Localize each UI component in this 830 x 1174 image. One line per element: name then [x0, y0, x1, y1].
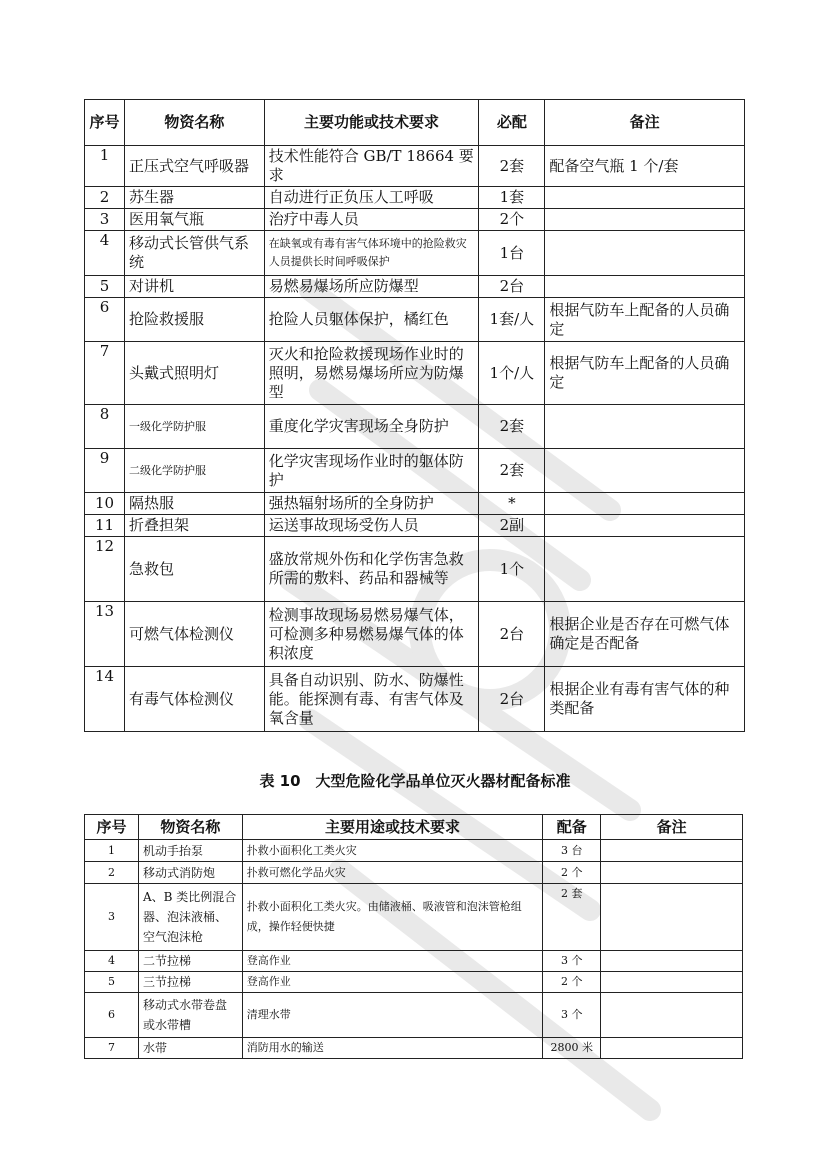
row-no: 7 [85, 1038, 139, 1059]
table-row [85, 537, 745, 602]
row-quantity: 3 个 [543, 993, 601, 1038]
table-row [85, 840, 743, 862]
row-requirement: 灭火和抢险救援现场作业时的照明，易燃易爆场所应为防爆型 [264, 342, 479, 405]
row-note [601, 1038, 743, 1059]
equipment-table [84, 99, 745, 732]
table-row [85, 862, 743, 884]
table-row [85, 231, 745, 276]
row-quantity: 1个 [479, 537, 545, 602]
row-quantity: 2 套 [543, 884, 601, 951]
row-requirement: 消防用水的输送 [242, 1038, 542, 1059]
row-note: 根据企业是否存在可燃气体确定是否配备 [545, 602, 745, 667]
header-name: 物资名称 [124, 100, 264, 146]
row-name: 正压式空气呼吸器 [124, 146, 264, 187]
table-header-row [85, 815, 743, 840]
table-row [85, 993, 743, 1038]
table-row [85, 298, 745, 342]
row-requirement: 强热辐射场所的全身防护 [264, 493, 479, 515]
table-row [85, 602, 745, 667]
table-row [85, 209, 745, 231]
row-note [601, 993, 743, 1038]
row-name: 隔热服 [124, 493, 264, 515]
row-name: 医用氧气瓶 [124, 209, 264, 231]
table-row [85, 187, 745, 209]
row-requirement: 抢险人员躯体保护，橘红色 [264, 298, 479, 342]
row-name: 二节拉梯 [138, 951, 242, 972]
row-requirement: 盛放常规外伤和化学伤害急救所需的敷料、药品和器械等 [264, 537, 479, 602]
row-no: 3 [85, 209, 125, 231]
row-no: 14 [85, 667, 125, 732]
row-quantity: 2个 [479, 209, 545, 231]
row-quantity: 2800 米 [543, 1038, 601, 1059]
table-caption: 表 10 大型危险化学品单位灭火器材配备标准 [259, 772, 571, 790]
row-name: 头戴式照明灯 [124, 342, 264, 405]
row-no: 11 [85, 515, 125, 537]
header-requirement: 主要功能或技术要求 [264, 100, 479, 146]
row-quantity: 2套 [479, 405, 545, 449]
row-note [545, 493, 745, 515]
row-name: 有毒气体检测仪 [124, 667, 264, 732]
row-quantity: 2台 [479, 276, 545, 298]
row-requirement: 扑救可燃化学品火灾 [242, 862, 542, 884]
row-note [545, 515, 745, 537]
table-header-row [85, 100, 745, 146]
row-quantity: 2副 [479, 515, 545, 537]
row-note [545, 276, 745, 298]
row-no: 5 [85, 972, 139, 993]
row-name: 一级化学防护服 [124, 405, 264, 449]
row-quantity: 1个/人 [479, 342, 545, 405]
row-name: 机动手抬泵 [138, 840, 242, 862]
table-row [85, 146, 745, 187]
row-no: 3 [85, 884, 139, 951]
row-quantity: 1套 [479, 187, 545, 209]
row-quantity: 2台 [479, 602, 545, 667]
row-no: 1 [85, 146, 125, 187]
table-row [85, 951, 743, 972]
row-no: 12 [85, 537, 125, 602]
row-note [545, 231, 745, 276]
row-name: 苏生器 [124, 187, 264, 209]
row-requirement: 具备自动识别、防水、防爆性能。能探测有毒、有害气体及氧含量 [264, 667, 479, 732]
header-name: 物资名称 [138, 815, 242, 840]
header-no: 序号 [85, 100, 125, 146]
row-no: 4 [85, 951, 139, 972]
row-requirement: 检测事故现场易燃易爆气体，可检测多种易燃易爆气体的体积浓度 [264, 602, 479, 667]
row-no: 6 [85, 993, 139, 1038]
row-note [601, 972, 743, 993]
row-no: 8 [85, 405, 125, 449]
row-quantity: 1台 [479, 231, 545, 276]
row-name: 可燃气体检测仪 [124, 602, 264, 667]
row-quantity: 1套/人 [479, 298, 545, 342]
row-name: 移动式消防炮 [138, 862, 242, 884]
row-note: 根据企业有毒有害气体的种类配备 [545, 667, 745, 732]
row-note: 根据气防车上配备的人员确定 [545, 298, 745, 342]
row-requirement: 清理水带 [242, 993, 542, 1038]
row-no: 1 [85, 840, 139, 862]
row-note [545, 187, 745, 209]
row-no: 4 [85, 231, 125, 276]
row-note [545, 449, 745, 493]
row-quantity: 3 台 [543, 840, 601, 862]
row-note [545, 405, 745, 449]
table-row [85, 972, 743, 993]
row-name: 急救包 [124, 537, 264, 602]
table-row [85, 276, 745, 298]
table-row [85, 449, 745, 493]
row-no: 2 [85, 862, 139, 884]
row-no: 10 [85, 493, 125, 515]
row-no: 6 [85, 298, 125, 342]
row-quantity: * [479, 493, 545, 515]
row-quantity: 2套 [479, 449, 545, 493]
row-requirement: 化学灾害现场作业时的躯体防护 [264, 449, 479, 493]
row-note [545, 209, 745, 231]
row-note [601, 840, 743, 862]
row-note: 根据气防车上配备的人员确定 [545, 342, 745, 405]
header-quantity: 必配 [479, 100, 545, 146]
row-requirement: 登高作业 [242, 972, 542, 993]
row-name: 二级化学防护服 [124, 449, 264, 493]
row-name: 对讲机 [124, 276, 264, 298]
header-requirement: 主要用途或技术要求 [242, 815, 542, 840]
row-no: 5 [85, 276, 125, 298]
table-row [85, 884, 743, 951]
row-requirement: 扑救小面积化工类火灾 [242, 840, 542, 862]
row-name: 抢险救援服 [124, 298, 264, 342]
row-quantity: 2 个 [543, 972, 601, 993]
table-row [85, 342, 745, 405]
row-no: 7 [85, 342, 125, 405]
header-no: 序号 [85, 815, 139, 840]
row-no: 13 [85, 602, 125, 667]
row-quantity: 3 个 [543, 951, 601, 972]
row-note [601, 862, 743, 884]
row-requirement: 治疗中毒人员 [264, 209, 479, 231]
table-row [85, 667, 745, 732]
row-requirement: 技术性能符合 GB/T 18664 要求 [264, 146, 479, 187]
row-requirement: 易燃易爆场所应防爆型 [264, 276, 479, 298]
row-requirement: 自动进行正负压人工呼吸 [264, 187, 479, 209]
row-quantity: 2台 [479, 667, 545, 732]
row-name: A、B 类比例混合器、泡沫液桶、空气泡沫枪 [138, 884, 242, 951]
row-no: 9 [85, 449, 125, 493]
row-requirement: 运送事故现场受伤人员 [264, 515, 479, 537]
row-requirement: 重度化学灾害现场全身防护 [264, 405, 479, 449]
row-name: 三节拉梯 [138, 972, 242, 993]
row-name: 水带 [138, 1038, 242, 1059]
row-quantity: 2套 [479, 146, 545, 187]
header-note: 备注 [601, 815, 743, 840]
row-no: 2 [85, 187, 125, 209]
table-row [85, 1038, 743, 1059]
row-name: 折叠担架 [124, 515, 264, 537]
table-row [85, 493, 745, 515]
row-name: 移动式水带卷盘或水带槽 [138, 993, 242, 1038]
header-note: 备注 [545, 100, 745, 146]
row-requirement: 在缺氧或有毒有害气体环境中的抢险救灾人员提供长时间呼吸保护 [264, 231, 479, 276]
row-quantity: 2 个 [543, 862, 601, 884]
table-row [85, 405, 745, 449]
row-requirement: 登高作业 [242, 951, 542, 972]
row-requirement: 扑救小面积化工类火灾。由储液桶、吸液管和泡沫管枪组成，操作轻便快捷 [242, 884, 542, 951]
row-note [601, 884, 743, 951]
row-note: 配备空气瓶 1 个/套 [545, 146, 745, 187]
table-row [85, 515, 745, 537]
row-note [545, 537, 745, 602]
row-note [601, 951, 743, 972]
header-quantity: 配备 [543, 815, 601, 840]
fire-equipment-table [84, 814, 743, 1059]
row-name: 移动式长管供气系统 [124, 231, 264, 276]
